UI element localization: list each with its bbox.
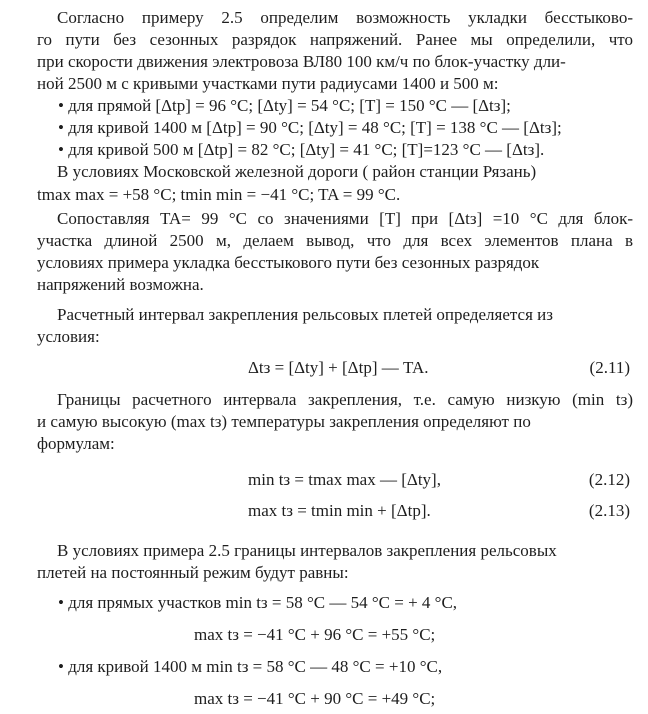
text-line: участка длиной 2500 м, делаем вывод, что для всех элементов плана в: [37, 231, 633, 250]
text-line: напряжений возможна.: [37, 275, 204, 294]
text-line: Согласно примеру 2.5 определим возможность укладки бесстыково-: [57, 8, 633, 27]
equation-number: (2.13): [588, 501, 630, 520]
list-item: • для кривой 1400 м [Δtр] = 90 °C; [Δtу] = 48 °C; [T] = 138 °C — [Δtз];: [58, 118, 562, 137]
equation-line: max tз = −41 °C + 90 °C = +49 °C;: [194, 689, 436, 708]
text-line: при скорости движения электровоза ВЛ80 100 км/ч по блок-участку дли-: [37, 52, 566, 71]
text-line: tmax max = +58 °C; tmin min = −41 °C; TA = 99 °C.: [37, 185, 401, 204]
text-line: ной 2500 м с кривыми участками пути радиусами 1400 и 500 м:: [37, 74, 499, 93]
text-line: условия:: [37, 327, 100, 346]
list-item: • для кривой 500 м [Δtр] = 82 °C; [Δtу] = 41 °C; [T]=123 °C — [Δtз].: [58, 140, 545, 159]
equation-number: (2.12): [588, 470, 630, 489]
text-line: Сопоставляя TA= 99 °C со значениями [T] при [Δtз] =10 °C для блок-: [57, 209, 633, 228]
text-line: плетей на постоянный режим будут равны:: [37, 563, 349, 582]
equation-2-12: min tз = tmax max — [Δtу],: [248, 470, 441, 489]
list-item: • для прямых участков min tз = 58 °C — 54 °C = + 4 °C,: [58, 593, 458, 612]
text-line: Границы расчетного интервала закрепления, т.е. самую низкую (min tз): [57, 390, 633, 409]
text-line: го пути без сезонных разрядок напряжений. Ранее мы определили, что: [37, 30, 633, 49]
text-line: Расчетный интервал закрепления рельсовых плетей определяется из: [57, 305, 553, 324]
text-line: В условиях Московской железной дороги ( район станции Рязань): [57, 162, 537, 181]
text-line: условиях примера укладка бесстыкового пути без сезонных разрядок: [37, 253, 540, 272]
list-item: • для прямой [Δtр] = 96 °C; [Δtу] = 54 °C; [T] = 150 °C — [Δtз];: [58, 96, 511, 115]
list-item: • для кривой 1400 м min tз = 58 °C — 48 °C = +10 °C,: [58, 657, 443, 676]
equation-2-13: max tз = tmin min + [Δtр].: [248, 501, 431, 520]
equation-line: max tз = −41 °C + 96 °C = +55 °C;: [194, 625, 436, 644]
text-line: и самую высокую (max tз) температуры закрепления определяют по: [37, 412, 531, 431]
text-line: В условиях примера 2.5 границы интервалов закрепления рельсовых: [57, 541, 557, 560]
text-line: формулам:: [37, 434, 115, 453]
equation-number: (2.11): [589, 358, 630, 377]
equation-2-11: Δtз = [Δtу] + [Δtр] — TA.: [248, 358, 429, 377]
